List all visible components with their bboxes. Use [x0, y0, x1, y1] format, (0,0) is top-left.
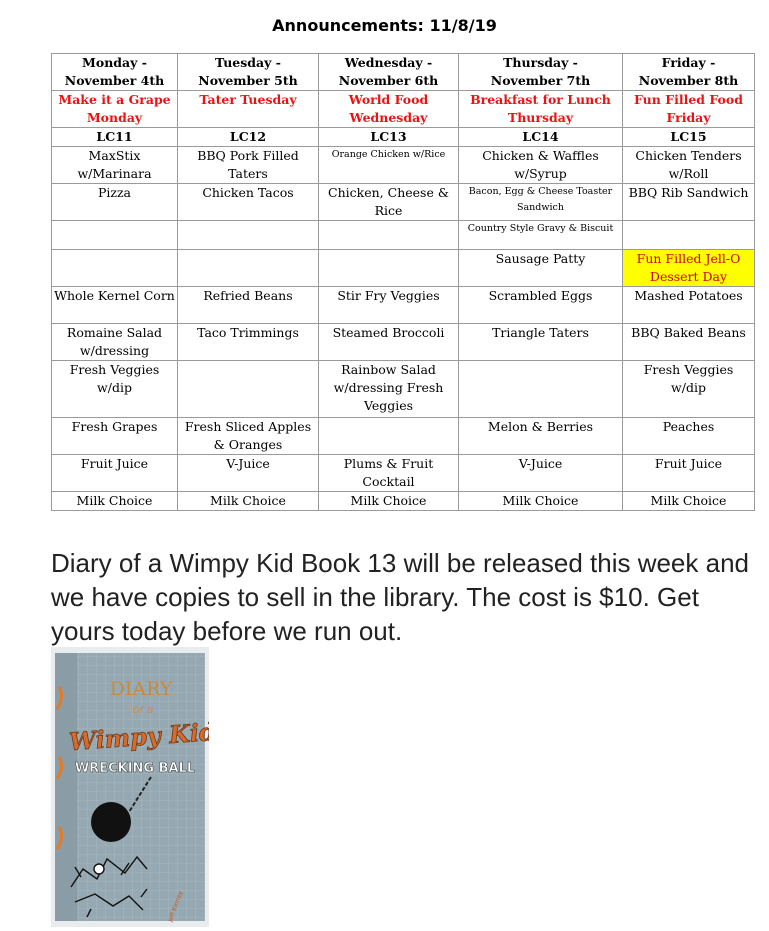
- menu-cell: Plums & Fruit Cocktail: [319, 455, 459, 492]
- menu-cell: Scrambled Eggs: [459, 287, 623, 324]
- menu-cell: BBQ Pork Filled Taters: [178, 147, 319, 184]
- menu-cell: Milk Choice: [319, 492, 459, 511]
- day-header-wednesday: Wednesday - November 6th: [319, 54, 459, 91]
- theme-cell: Fun Filled Food Friday: [623, 91, 755, 128]
- code-cell: LC13: [319, 128, 459, 147]
- menu-cell: Melon & Berries: [459, 418, 623, 455]
- book-title-diary: DIARY: [109, 678, 173, 700]
- menu-cell: [319, 221, 459, 250]
- menu-cell: [319, 418, 459, 455]
- announcement-text: Diary of a Wimpy Kid Book 13 will be released this week and we have copies to sell in the library. The cost is $10. Get yours today before we run out.: [51, 548, 749, 646]
- menu-cell: BBQ Rib Sandwich: [623, 184, 755, 221]
- menu-cell: Milk Choice: [459, 492, 623, 511]
- theme-cell: World Food Wednesday: [319, 91, 459, 128]
- menu-cell: Triangle Taters: [459, 324, 623, 361]
- book-cover-image: [51, 647, 209, 927]
- menu-cell: Sausage Patty: [459, 250, 623, 287]
- book-cover-art: [51, 647, 209, 927]
- menu-row: [52, 361, 755, 418]
- menu-cell: BBQ Baked Beans: [623, 324, 755, 361]
- menu-cell: Romaine Salad w/dressing: [52, 324, 178, 361]
- code-cell: LC15: [623, 128, 755, 147]
- menu-row: [52, 287, 755, 324]
- menu-cell: [319, 250, 459, 287]
- theme-row: [52, 91, 755, 128]
- page-title: Announcements: 11/8/19: [272, 16, 497, 35]
- book-author: Jeff Kinney: [166, 890, 185, 923]
- menu-cell: Orange Chicken w/Rice: [319, 147, 459, 184]
- menu-cell: Chicken & Waffles w/Syrup: [459, 147, 623, 184]
- menu-cell: Milk Choice: [623, 492, 755, 511]
- menu-cell: Steamed Broccoli: [319, 324, 459, 361]
- menu-cell: Refried Beans: [178, 287, 319, 324]
- day-header-row: [52, 54, 755, 91]
- menu-cell: Fruit Juice: [623, 455, 755, 492]
- menu-cell: Chicken, Cheese & Rice: [319, 184, 459, 221]
- menu-cell: Taco Trimmings: [178, 324, 319, 361]
- menu-cell: Rainbow Salad w/dressing Fresh Veggies: [319, 361, 459, 418]
- menu-cell: [178, 250, 319, 287]
- menu-cell: V-Juice: [459, 455, 623, 492]
- lunch-menu-table: [51, 53, 755, 511]
- menu-cell: Mashed Potatoes: [623, 287, 755, 324]
- menu-cell: [178, 361, 319, 418]
- menu-row: [52, 184, 755, 221]
- menu-row: [52, 418, 755, 455]
- day-header-thursday: Thursday - November 7th: [459, 54, 623, 91]
- menu-row: [52, 250, 755, 287]
- menu-row: [52, 455, 755, 492]
- menu-cell-highlight: Fun Filled Jell-O Dessert Day: [623, 250, 755, 287]
- menu-cell: V-Juice: [178, 455, 319, 492]
- book-title-ofa: of a: [132, 703, 154, 716]
- code-cell: LC12: [178, 128, 319, 147]
- menu-cell: Chicken Tacos: [178, 184, 319, 221]
- menu-cell: [178, 221, 319, 250]
- day-header-tuesday: Tuesday - November 5th: [178, 54, 319, 91]
- menu-cell: Milk Choice: [178, 492, 319, 511]
- menu-cell: Milk Choice: [52, 492, 178, 511]
- menu-row: [52, 147, 755, 184]
- code-row: [52, 128, 755, 147]
- code-cell: LC11: [52, 128, 178, 147]
- menu-cell: [52, 250, 178, 287]
- menu-cell: Chicken Tenders w/Roll: [623, 147, 755, 184]
- book-title-wimpy: Wimpy Kid: [68, 716, 209, 757]
- menu-cell: Whole Kernel Corn: [52, 287, 178, 324]
- menu-cell: Pizza: [52, 184, 178, 221]
- menu-cell: Fresh Veggies w/dip: [52, 361, 178, 418]
- menu-cell: MaxStix w/Marinara: [52, 147, 178, 184]
- theme-cell: Make it a Grape Monday: [52, 91, 178, 128]
- menu-cell: [459, 361, 623, 418]
- menu-row: [52, 492, 755, 511]
- menu-cell: Bacon, Egg & Cheese Toaster Sandwich: [459, 184, 623, 221]
- wrecking-ball-icon: [91, 802, 131, 842]
- menu-cell: Country Style Gravy & Biscuit: [459, 221, 623, 250]
- menu-cell: Stir Fry Veggies: [319, 287, 459, 324]
- theme-cell: Breakfast for Lunch Thursday: [459, 91, 623, 128]
- menu-cell: Fresh Grapes: [52, 418, 178, 455]
- menu-cell: Fresh Sliced Apples & Oranges: [178, 418, 319, 455]
- menu-cell: Peaches: [623, 418, 755, 455]
- menu-cell: [52, 221, 178, 250]
- menu-row: [52, 324, 755, 361]
- book-subtitle: WRECKING BALL: [74, 761, 196, 776]
- day-header-monday: Monday - November 4th: [52, 54, 178, 91]
- code-cell: LC14: [459, 128, 623, 147]
- theme-cell: Tater Tuesday: [178, 91, 319, 128]
- menu-row: [52, 221, 755, 250]
- menu-cell: Fruit Juice: [52, 455, 178, 492]
- menu-cell: Fresh Veggies w/dip: [623, 361, 755, 418]
- menu-cell: [623, 221, 755, 250]
- day-header-friday: Friday - November 8th: [623, 54, 755, 91]
